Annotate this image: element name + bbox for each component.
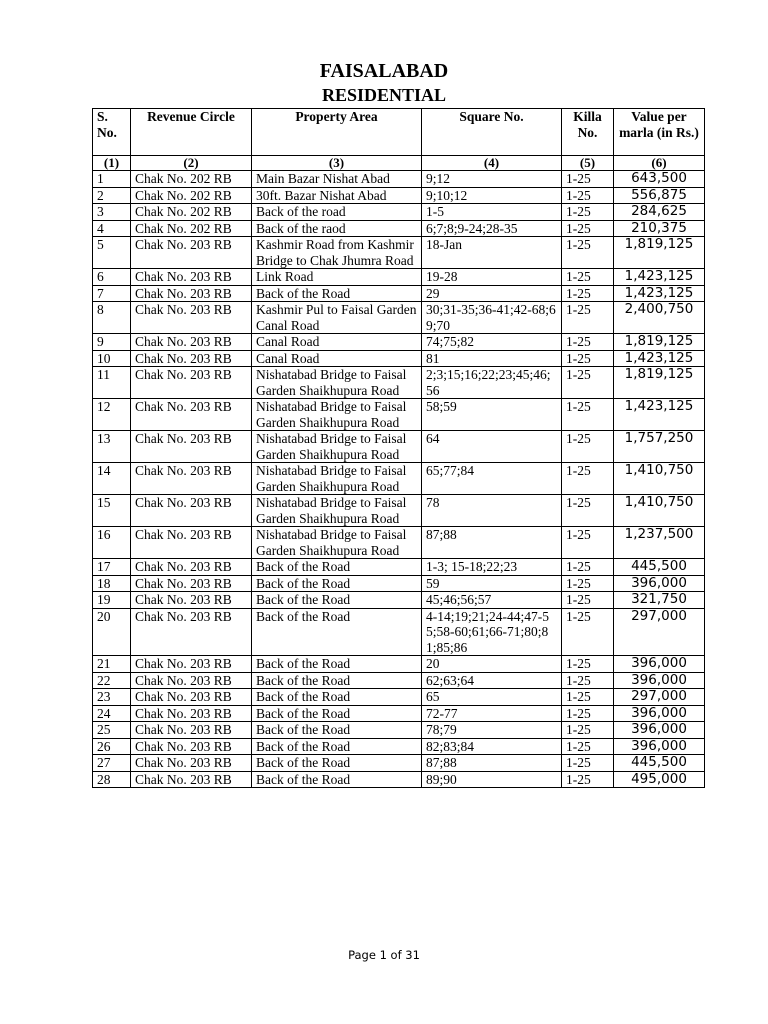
cell-property-area: Nishatabad Bridge to Faisal Garden Shaikhupura Road	[252, 527, 422, 559]
column-number: (1)	[93, 156, 131, 171]
cell-value-per-marla: 643,500	[614, 171, 705, 188]
header-killa-no: Killa No.	[562, 109, 614, 156]
cell-serial-no: 14	[93, 463, 131, 495]
cell-value-per-marla: 2,400,750	[614, 302, 705, 334]
cell-value-per-marla: 321,750	[614, 592, 705, 609]
cell-value-per-marla: 396,000	[614, 722, 705, 739]
cell-revenue-circle: Chak No. 203 RB	[131, 608, 252, 656]
cell-square-no: 89;90	[422, 771, 562, 788]
cell-property-area: Back of the Road	[252, 722, 422, 739]
cell-property-area: Nishatabad Bridge to Faisal Garden Shaikhupura Road	[252, 431, 422, 463]
table-row	[93, 399, 705, 431]
cell-value-per-marla: 1,819,125	[614, 334, 705, 351]
cell-square-no: 72-77	[422, 705, 562, 722]
cell-value-per-marla: 210,375	[614, 220, 705, 237]
cell-square-no: 18-Jan	[422, 237, 562, 269]
cell-revenue-circle: Chak No. 202 RB	[131, 220, 252, 237]
cell-killa-no: 1-25	[562, 722, 614, 739]
cell-value-per-marla: 1,757,250	[614, 431, 705, 463]
cell-killa-no: 1-25	[562, 269, 614, 286]
column-number: (6)	[614, 156, 705, 171]
cell-square-no: 81	[422, 350, 562, 367]
cell-serial-no: 2	[93, 187, 131, 204]
cell-property-area: Nishatabad Bridge to Faisal Garden Shaikhupura Road	[252, 495, 422, 527]
cell-killa-no: 1-25	[562, 285, 614, 302]
cell-square-no: 4-14;19;21;24-44;47-55;58-60;61;66-71;80;81;85;86	[422, 608, 562, 656]
cell-revenue-circle: Chak No. 203 RB	[131, 672, 252, 689]
cell-square-no: 59	[422, 575, 562, 592]
cell-value-per-marla: 396,000	[614, 738, 705, 755]
cell-serial-no: 6	[93, 269, 131, 286]
cell-value-per-marla: 284,625	[614, 204, 705, 221]
cell-serial-no: 11	[93, 367, 131, 399]
cell-killa-no: 1-25	[562, 771, 614, 788]
cell-revenue-circle: Chak No. 203 RB	[131, 575, 252, 592]
table-row	[93, 334, 705, 351]
cell-killa-no: 1-25	[562, 495, 614, 527]
cell-value-per-marla: 556,875	[614, 187, 705, 204]
cell-value-per-marla: 396,000	[614, 705, 705, 722]
cell-property-area: Back of the Road	[252, 656, 422, 673]
header-value-per-marla: Value per marla (in Rs.)	[614, 109, 705, 156]
cell-revenue-circle: Chak No. 203 RB	[131, 689, 252, 706]
cell-property-area: Back of the Road	[252, 689, 422, 706]
cell-property-area: Nishatabad Bridge to Faisal Garden Shaikhupura Road	[252, 367, 422, 399]
cell-serial-no: 16	[93, 527, 131, 559]
cell-serial-no: 5	[93, 237, 131, 269]
cell-killa-no: 1-25	[562, 367, 614, 399]
cell-property-area: Kashmir Pul to Faisal Garden Canal Road	[252, 302, 422, 334]
cell-property-area: Nishatabad Bridge to Faisal Garden Shaikhupura Road	[252, 399, 422, 431]
cell-killa-no: 1-25	[562, 559, 614, 576]
cell-revenue-circle: Chak No. 203 RB	[131, 350, 252, 367]
cell-square-no: 74;75;82	[422, 334, 562, 351]
cell-square-no: 78	[422, 495, 562, 527]
cell-square-no: 64	[422, 431, 562, 463]
table-row	[93, 302, 705, 334]
cell-killa-no: 1-25	[562, 350, 614, 367]
cell-property-area: Back of the Road	[252, 285, 422, 302]
cell-revenue-circle: Chak No. 203 RB	[131, 334, 252, 351]
cell-killa-no: 1-25	[562, 755, 614, 772]
cell-killa-no: 1-25	[562, 171, 614, 188]
cell-square-no: 1-5	[422, 204, 562, 221]
cell-value-per-marla: 1,423,125	[614, 285, 705, 302]
cell-square-no: 87;88	[422, 527, 562, 559]
cell-revenue-circle: Chak No. 203 RB	[131, 592, 252, 609]
column-number-row	[93, 156, 705, 171]
cell-value-per-marla: 1,237,500	[614, 527, 705, 559]
cell-killa-no: 1-25	[562, 220, 614, 237]
cell-property-area: Nishatabad Bridge to Faisal Garden Shaikhupura Road	[252, 463, 422, 495]
cell-serial-no: 13	[93, 431, 131, 463]
cell-property-area: Back of the Road	[252, 672, 422, 689]
column-number: (3)	[252, 156, 422, 171]
header-square-no: Square No.	[422, 109, 562, 156]
cell-revenue-circle: Chak No. 203 RB	[131, 463, 252, 495]
table-row	[93, 705, 705, 722]
cell-serial-no: 21	[93, 656, 131, 673]
cell-revenue-circle: Chak No. 202 RB	[131, 187, 252, 204]
cell-property-area: Link Road	[252, 269, 422, 286]
table-header-row	[93, 109, 705, 156]
cell-revenue-circle: Chak No. 203 RB	[131, 285, 252, 302]
cell-revenue-circle: Chak No. 203 RB	[131, 722, 252, 739]
cell-property-area: Back of the Road	[252, 608, 422, 656]
cell-value-per-marla: 445,500	[614, 559, 705, 576]
cell-property-area: Back of the Road	[252, 738, 422, 755]
header-property-area: Property Area	[252, 109, 422, 156]
cell-revenue-circle: Chak No. 203 RB	[131, 431, 252, 463]
cell-serial-no: 19	[93, 592, 131, 609]
cell-killa-no: 1-25	[562, 431, 614, 463]
cell-killa-no: 1-25	[562, 738, 614, 755]
table-row	[93, 220, 705, 237]
cell-killa-no: 1-25	[562, 463, 614, 495]
header-serial-no: S. No.	[93, 109, 131, 156]
cell-property-area: Main Bazar Nishat Abad	[252, 171, 422, 188]
cell-serial-no: 12	[93, 399, 131, 431]
cell-property-area: Back of the Road	[252, 559, 422, 576]
cell-revenue-circle: Chak No. 203 RB	[131, 705, 252, 722]
cell-serial-no: 18	[93, 575, 131, 592]
cell-serial-no: 4	[93, 220, 131, 237]
cell-value-per-marla: 445,500	[614, 755, 705, 772]
cell-square-no: 65;77;84	[422, 463, 562, 495]
table-row	[93, 771, 705, 788]
cell-killa-no: 1-25	[562, 656, 614, 673]
cell-serial-no: 17	[93, 559, 131, 576]
cell-killa-no: 1-25	[562, 187, 614, 204]
column-number: (4)	[422, 156, 562, 171]
cell-killa-no: 1-25	[562, 237, 614, 269]
cell-killa-no: 1-25	[562, 399, 614, 431]
table-row	[93, 722, 705, 739]
table-row	[93, 689, 705, 706]
cell-revenue-circle: Chak No. 203 RB	[131, 527, 252, 559]
cell-serial-no: 10	[93, 350, 131, 367]
table-row	[93, 171, 705, 188]
cell-revenue-circle: Chak No. 203 RB	[131, 738, 252, 755]
valuation-table	[92, 108, 705, 788]
cell-value-per-marla: 1,819,125	[614, 237, 705, 269]
cell-serial-no: 3	[93, 204, 131, 221]
cell-value-per-marla: 297,000	[614, 689, 705, 706]
cell-value-per-marla: 1,423,125	[614, 269, 705, 286]
cell-square-no: 6;7;8;9-24;28-35	[422, 220, 562, 237]
cell-value-per-marla: 1,410,750	[614, 495, 705, 527]
cell-property-area: Back of the Road	[252, 705, 422, 722]
cell-serial-no: 7	[93, 285, 131, 302]
cell-value-per-marla: 1,410,750	[614, 463, 705, 495]
cell-serial-no: 28	[93, 771, 131, 788]
cell-revenue-circle: Chak No. 203 RB	[131, 559, 252, 576]
table-row	[93, 656, 705, 673]
cell-killa-no: 1-25	[562, 689, 614, 706]
cell-property-area: Back of the Road	[252, 575, 422, 592]
cell-revenue-circle: Chak No. 203 RB	[131, 771, 252, 788]
cell-square-no: 9;10;12	[422, 187, 562, 204]
cell-serial-no: 15	[93, 495, 131, 527]
cell-killa-no: 1-25	[562, 608, 614, 656]
cell-revenue-circle: Chak No. 202 RB	[131, 171, 252, 188]
cell-square-no: 2;3;15;16;22;23;45;46; 56	[422, 367, 562, 399]
cell-value-per-marla: 297,000	[614, 608, 705, 656]
cell-value-per-marla: 396,000	[614, 672, 705, 689]
cell-square-no: 78;79	[422, 722, 562, 739]
cell-serial-no: 8	[93, 302, 131, 334]
cell-square-no: 20	[422, 656, 562, 673]
cell-value-per-marla: 495,000	[614, 771, 705, 788]
table-row	[93, 204, 705, 221]
cell-property-area: Back of the Road	[252, 755, 422, 772]
document-subtitle: RESIDENTIAL	[321, 85, 447, 105]
cell-revenue-circle: Chak No. 203 RB	[131, 237, 252, 269]
cell-value-per-marla: 1,423,125	[614, 399, 705, 431]
cell-killa-no: 1-25	[562, 302, 614, 334]
cell-killa-no: 1-25	[562, 672, 614, 689]
cell-square-no: 45;46;56;57	[422, 592, 562, 609]
table-body	[93, 171, 705, 788]
cell-value-per-marla: 1,819,125	[614, 367, 705, 399]
cell-square-no: 9;12	[422, 171, 562, 188]
cell-square-no: 19-28	[422, 269, 562, 286]
cell-serial-no: 25	[93, 722, 131, 739]
table-row	[93, 367, 705, 399]
table-row	[93, 463, 705, 495]
document-title: FAISALABAD	[319, 60, 449, 82]
cell-property-area: Canal Road	[252, 334, 422, 351]
cell-revenue-circle: Chak No. 203 RB	[131, 367, 252, 399]
cell-value-per-marla: 396,000	[614, 656, 705, 673]
cell-serial-no: 26	[93, 738, 131, 755]
table-row	[93, 527, 705, 559]
cell-killa-no: 1-25	[562, 705, 614, 722]
table-row	[93, 755, 705, 772]
cell-revenue-circle: Chak No. 203 RB	[131, 269, 252, 286]
table-row	[93, 575, 705, 592]
table-row	[93, 559, 705, 576]
cell-square-no: 1-3; 15-18;22;23	[422, 559, 562, 576]
table-row	[93, 350, 705, 367]
cell-property-area: Back of the Road	[252, 592, 422, 609]
cell-serial-no: 24	[93, 705, 131, 722]
table-row	[93, 672, 705, 689]
cell-killa-no: 1-25	[562, 575, 614, 592]
cell-property-area: 30ft. Bazar Nishat Abad	[252, 187, 422, 204]
cell-square-no: 82;83;84	[422, 738, 562, 755]
table-row	[93, 592, 705, 609]
header-revenue-circle: Revenue Circle	[131, 109, 252, 156]
cell-revenue-circle: Chak No. 203 RB	[131, 399, 252, 431]
cell-killa-no: 1-25	[562, 334, 614, 351]
table-row	[93, 237, 705, 269]
cell-killa-no: 1-25	[562, 204, 614, 221]
cell-value-per-marla: 1,423,125	[614, 350, 705, 367]
cell-square-no: 29	[422, 285, 562, 302]
cell-serial-no: 22	[93, 672, 131, 689]
cell-property-area: Back of the road	[252, 204, 422, 221]
column-number: (5)	[562, 156, 614, 171]
cell-revenue-circle: Chak No. 203 RB	[131, 656, 252, 673]
cell-revenue-circle: Chak No. 203 RB	[131, 755, 252, 772]
cell-revenue-circle: Chak No. 202 RB	[131, 204, 252, 221]
table-row	[93, 738, 705, 755]
table-row	[93, 187, 705, 204]
cell-square-no: 30;31-35;36-41;42-68;69;70	[422, 302, 562, 334]
cell-serial-no: 1	[93, 171, 131, 188]
cell-square-no: 62;63;64	[422, 672, 562, 689]
cell-square-no: 65	[422, 689, 562, 706]
cell-property-area: Canal Road	[252, 350, 422, 367]
cell-property-area: Back of the Road	[252, 771, 422, 788]
cell-revenue-circle: Chak No. 203 RB	[131, 495, 252, 527]
cell-killa-no: 1-25	[562, 592, 614, 609]
cell-serial-no: 20	[93, 608, 131, 656]
table-row	[93, 269, 705, 286]
cell-square-no: 87;88	[422, 755, 562, 772]
cell-square-no: 58;59	[422, 399, 562, 431]
column-number: (2)	[131, 156, 252, 171]
table-row	[93, 431, 705, 463]
cell-revenue-circle: Chak No. 203 RB	[131, 302, 252, 334]
table-row	[93, 495, 705, 527]
cell-value-per-marla: 396,000	[614, 575, 705, 592]
table-row	[93, 608, 705, 656]
page-number: Page 1 of 31	[348, 948, 420, 962]
cell-property-area: Kashmir Road from Kashmir Bridge to Chak Jhumra Road	[252, 237, 422, 269]
cell-serial-no: 27	[93, 755, 131, 772]
cell-serial-no: 9	[93, 334, 131, 351]
cell-serial-no: 23	[93, 689, 131, 706]
cell-killa-no: 1-25	[562, 527, 614, 559]
table-row	[93, 285, 705, 302]
cell-property-area: Back of the raod	[252, 220, 422, 237]
